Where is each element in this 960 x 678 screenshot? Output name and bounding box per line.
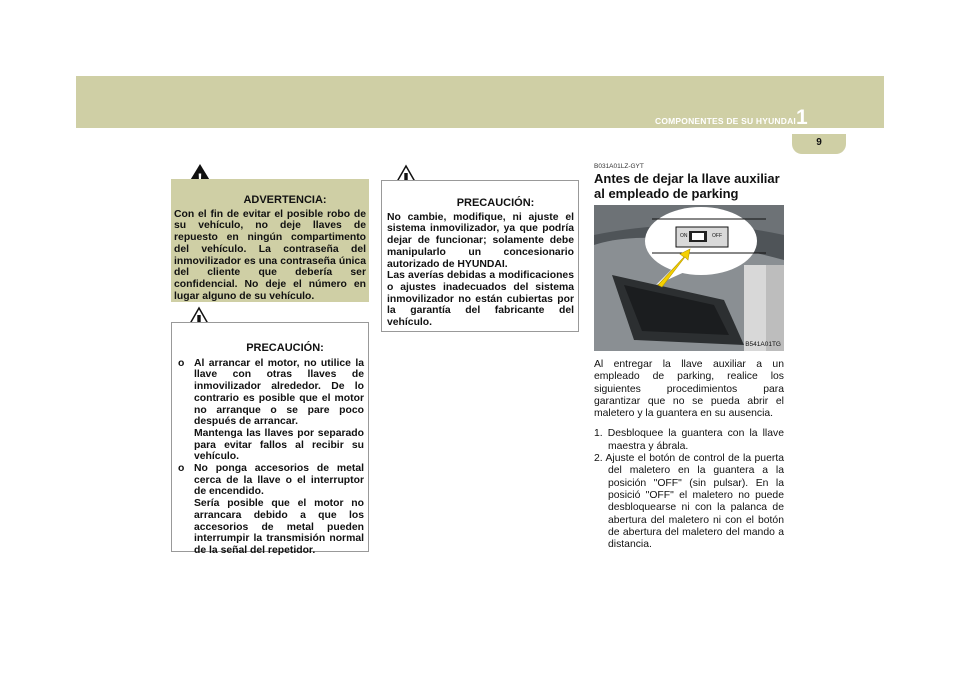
switch-off-label: OFF (712, 233, 722, 239)
list-item: 1. Desbloquee la guantera con la llave maestra y ábrala. (594, 428, 784, 452)
list-item: o Al arrancar el motor, no utilice la llave con otras llaves de inmovilizador alrededor. De lo contrario es posible que el motor no arranque o se pare poco después de arrancar. Mantenga las llaves por separado para evitar fallos al recibir su vehículo. (178, 357, 364, 463)
glovebox-illustration (594, 205, 784, 351)
warning-box (171, 179, 369, 302)
steps-list (594, 428, 784, 551)
glovebox-photo (594, 205, 784, 351)
list-item: 2. Ajuste el botón de control de la puerta del maletero en la guantera a la posición "OFF" (sin pulsar). En la posició "OFF" el maletero no puede desbloquearse ni con la palanca de abertura del maletero ni con el botón de abertura del maletero del mando a distancia. (594, 453, 784, 551)
caution-title: PRECAUCIÓN: (456, 197, 535, 209)
switch-on-label: ON (680, 233, 688, 239)
caution-text-2: Las averías debidas a modificaciones o ajustes inadecuados del sistema inmovilizador no están cubiertas por la garantía del fabricante del vehículo. (387, 270, 574, 329)
warning-text: Con el fin de evitar el posible robo de su vehículo, no deje llaves de repuesto en ningún compartimento del vehículo. La contraseña del inmovilizador es una contraseña única del cliente que debería ser confidencial. No deje el número en lugar alguno de su vehículo. (174, 208, 366, 302)
list-item: o No ponga accesorios de metal cerca de la llave o el interruptor de encendido. Sería posible que el motor no arrancara debido a que los accesorios de metal pueden interrumpir la transmisión normal de la señal del repetidor. (178, 463, 364, 556)
intro-paragraph: Al entregar la llave auxiliar a un empleado de parking, realice los siguientes procedimientos para garantizar que no se pueda abrir el maletero y la guantera en su ausencia. (594, 359, 784, 420)
section-code: B031A01LZ-GYT (594, 163, 644, 170)
section-body (594, 359, 784, 551)
caution-title: PRECAUCIÓN: (246, 342, 324, 354)
image-code: B541A01TG (745, 341, 781, 348)
page-number: 9 (816, 137, 822, 148)
caution-box-modifications (381, 180, 579, 332)
caution-list (178, 358, 364, 557)
caution-text: No cambie, modifique, ni ajuste el sistema inmovilizador, ya que podría dejar de funcionar; solamente debe manipularlo un concesionario autorizado de HYUNDAI. (387, 211, 574, 270)
chapter-number: 1 (796, 106, 808, 129)
warning-title: ADVERTENCIA: (243, 194, 327, 206)
section-header-title: COMPONENTES DE SU HYUNDAI (654, 116, 796, 126)
section-title: Antes de dejar la llave auxiliar al empleado de parking (594, 171, 780, 201)
caution-box-immobilizer-keys (171, 322, 369, 556)
parking-section (594, 163, 784, 551)
